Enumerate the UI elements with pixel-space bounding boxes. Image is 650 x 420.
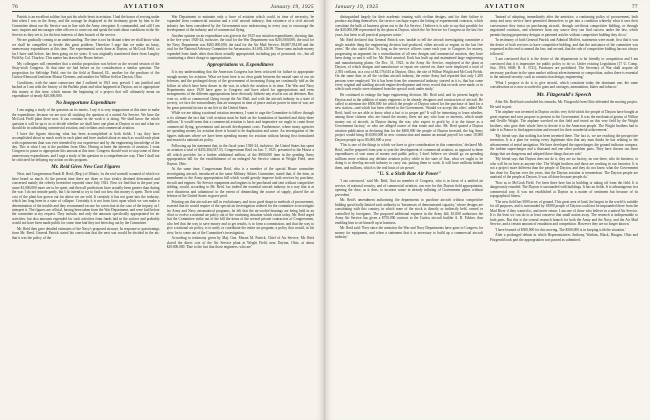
paragraph: 'My friend says that Dayton does not do it, they are no factory, no one there, who do business, or who will be on here as anyone else. The Wright brothers and those are working in our factories. It is not a project more different than the people of Dayton, and they do not know what the Government has done for Dayton over the years, that the Dayton aviation is tremendous. The Dayton people are unafraid of the people at Dayton. It was all done because people do.'	[490, 157, 638, 180]
right-columns	[335, 15, 638, 415]
paragraph: At the same time, Congressman Reid, who is a member of the special House committee investigating aircraft, introduced at the same Military Affairs Committee, stated that, if the item, as amendment to the Army appropriation bill which would greatly improve both services by purchase, aircraft and engines. Air Service equipment and engines to be purchased and sent without competitive bidding, would, according to Mr. Reid, 'tax indeed the essential aircraft industry in a way that is at once disastrous and calamitous' to the extent of diminishing the source of supply, placed the air defense of the United States in grave peril.	[166, 167, 314, 199]
section-heading: Mr. Reid Gives New Cost Figures	[51, 165, 121, 171]
paragraph: 'My friend says that nothing has been invented there. The fact is, we are reaching the prospective invention. It is a plan for testing every legitimate idea that any man thinks he has relating to the advancement of aerial navigation. We have developed the supercharger, the ground indicator compass, the turbine supercharger and a thousand and one other problem parts. They have thrown out these things that are dangerous and adopted these things that are safe.'	[490, 133, 638, 156]
paragraph: 'I am convinced,' said Mr. Reid, 'that no member of Congress, who is in favor of a unified air service, of national security, and of commercial aviation, can vote for this Dayton field appropriation, opening the door, as it does, to increase waste in already inflating of Government plants without precedent.'	[335, 179, 483, 197]
section-heading: Appropriations vs. Expenditures	[206, 63, 274, 69]
section-heading: Mr. Fitzgerald's Speech	[536, 92, 592, 99]
paragraph: While we are taking a national aviation inventory, I want to urge the Committee to follow through to its ultimate the fact that 'civil aviation must be built on the foundation of hundred and thirty-three millions.' It would seem that a commercial aviation is basic and imperative we ought to count those commercial flying, government and aircraft development costs. Furthermore, where many agencies are spending money for aviation there is bound to be duplication and waste. An investigation of the figures indicates where we have been spending money for aviation without having first formulated and enacted a national air policy.	[166, 111, 314, 143]
paragraph: 'The airplane was invented in Dayton on this very field which the people of Dayton have bought at great expense and now propose to present to the Government. It was the mechanical genius of Wilbur and Orville Wright. The airplane wrecked on this field and tested on this very field by the Wright brothers, who gave their whole lives to devote it to the American people. The Wright brothers had to take it to France to find appreciation and reward for their wonderful achievement.'	[490, 110, 638, 133]
right-column-1	[335, 15, 483, 415]
left-page-number: 76	[12, 4, 19, 10]
paragraph: I have the figures showing what has been accomplished at both fields. I say they have accomplished about as much work in each plant and have studied about as much as would each plant with experiments than was ever intended by our experience and by the engineering knowledge of the day. This is what I say is the problem from Ohio. Having at heart the interests of aviation, I want Congress to pause to appropriate this amount at this time. Congress should wait to stop some of these unnecessary expenditures, and I urge a study of the question in a comprehensive way. Then I shall not be criticized for delaying my action on this program.	[12, 131, 160, 163]
paragraph: He continued to enlarge the huge engineering division, Mr. Reid said, and its present largely in Dayton and in the addition of many engineers to be already designers and constructors of aircraft. He called to attention the $500,000 for which the people of Dayton raised for the purchase of land for a new station—and which has been offered to the Government. 'Should we accept this offer,' added Mr. Reid, 'until we are able to know what a fact is to proper get? It will be interesting to learn whether, among these citizens who are found the money, there are any who loan or interests, which made money out of aircraft, in Dayton during the war, who expect to profit by it in the future as a Government factory,' or who are alleged owner of that estate and also. Mr. Reid quoted a Dayton aviation publication as declaring that for the $400,000 the people of Dayton invested, the big Army project would bring $10,000,000 in new construction and annum an annual payroll for some 10,000 Dayton people up to $5,000,000 a year.	[335, 93, 483, 142]
paragraph: Following up his statement that, in the fiscal years 1920-24, inclusive, the United States has spent on aviation a total of $433,366,037.53, Congressman Reid on Jan. 7, 1925, presented to the House a bill which provides for a further additional million, of the $900,000 item in the pending Army appropriation bill for the establishment of an enlarged Air Service station at Wright Field, near Dayton, Ohio.	[166, 143, 314, 166]
section-heading-sixth-rate: "U. S. a Sixth Rate Air Power"	[376, 172, 442, 178]
paragraph: Next, and Congressman Frank R. Reid, (Rep.) of Illinois, 'in the real warmth' scanned of which we have heard so much. At the present time there are three or four rivalry destined determined and concerned mainly the celerity heretofore reported since July 1923. Now we find that in the past year some $1,000,000 more are to be spent, and then all predictions have actually been greater than during the war. I do not intrude partly, but I do intend to try to find out how this money is spent. Their total cost of the plant has grown out far above we are told. It certainly it has not gone into the industry, which has long been in a state of collapse. Certainly it is not from facts upon which we can make a determination of the trouble and they recommend excuse for correction in the case of the inquiry, as I interpret it. The figures are official, having been taken from the War Department, and were laid before the committee at my request. They include, and only the amounts specifically appropriated for air activities, but also amounts expended for such activities from funds laid in the surface and probably would not have been made public for some time had they not been dug out by the Committee.	[12, 172, 160, 226]
paragraph: After a prolonged debate in which Representatives Anthony, Watkins, Black, Haugen, Ohio and Fitzgerald took part the appropriation was passed as submitted.	[490, 233, 638, 242]
right-page-number: 77	[631, 4, 638, 10]
paragraph: 'This is one of the things to which we have to give consideration in this connection,' declared Mr. Reid, 'and be prepared from year to year the development of commercial aviation, as opposed to these expenditures of vast sums of money and public policy. I don't believe we should go on spending millions more without any definite aviation policy while in the state of flux, what we ought to be doing is to develop aircraft industry to carry out, putting them to work. It will have millions behind them, and millions, which is the real basis of air power.'	[335, 143, 483, 170]
paragraph: We are gradually coming to an understanding. The time is not far distant when we shall know what we shall be compelled to decide this great problem. Therefore I urge that we make no hasty, unnecessary expenditures at this time. The experimental work done at Dayton, at McCook Field, so far I have said before, has been going on for years. It was originally transferred there from Langley Field by Col. Thurlow. This matter has drawn the House before.	[12, 38, 160, 61]
paragraph: 'The new field has 5000 acres of ground. This great area of land, the largest in the world is suitable for all purposes, and is surrounded by 18000 people of Dayton could not be impounded there from the Mad River if they wanted to, and never return. I am one of those who believe in a united Air Service. It is the least we can do to at least conserve that small nation away. The research is indispensable to both parts. But this is the central research branch for both the Army and the Navy, and the Air Mail Service, and a certain amount of emulation and competition. However they are no longer known.'	[490, 199, 638, 227]
right-date: January 19, 1925	[335, 4, 379, 10]
left-column-2	[167, 15, 315, 415]
right-masthead: AVIATION	[484, 4, 526, 10]
paragraph: My colleagues will remember that a similar proposition was before us the second session of the Sixty-sixth Congress. At that time we had before us for consideration a similar question. The proposition for Selfridge Field, one for the field at Bustard, Ill., another for the purchase of the Curtiss-Elmwood land near Mount Clemens, and another for Wilbur field at Dayton, Ohio.	[12, 61, 160, 80]
paragraph: 'Instead of adopting, immediately after the armistice, a continuing policy of procurement, both army and navy service have permitted themselves to get into a condition whereby what it sees their conversance they insist on purchasing aircraft, through cut-throat competitive bidding, or through negotiated contracts, and whenever from any source they can find success under the law, which permits buying proprietary designs or patented articles without competitive bidding they do so.'	[490, 15, 638, 37]
right-running-head	[335, 4, 638, 12]
paragraph: 'In testimony of both General Patrick and Admiral Moffett, statements were made, first that it was the desire of both services to have competitive bidding, and that the assistance of the committee was requested in this end to amend the law; and second, that the rule of competitive bidding has not always followed.'	[490, 38, 638, 56]
right-column-1-body	[335, 15, 483, 170]
paragraph: Mr. Reid declared that General Patrick was 'unable to tell the aircraft investigating committee a single notable thing the engineering division had produced, either aircraft or engine, in the last five years.' He also stated that 'As long as the service officers come each year to Congress for money, progressing an argument for a centralization of all new designs and commercial aviation, they have been doing so and it will be. Mr. Reid asserted. Each has built up and maintained large engineering and manufacturing plants. On Dec. 31, 1923, in the Army Air Service, employed at the plant at Dayton, of which designs and manufacture or repair are carried on, there were employed a total of 2,393 civilians, at a cost of $4,176,043 at Dayton, Ohio, the site of Wilbur Wright and McCook Fields. On the same date, in all the civilian aircraft industry, the entire Army had reported that only 1,200 persons were employed. Yet it has been from the commercial industry, starved as it is, that has come every original and startling aircraft engine development and every record that records were made, or in which such results were obtained from the special work under study.'	[335, 38, 483, 92]
paragraph: Mr. Reid then gave detailed estimates of the Navy's proposed airways. In response to questionings from Mr. Reed, General Patrick stated his conviction that the next war would be decided in the air; that it was the policy of the	[12, 226, 160, 240]
section-heading: No Inopportune Expenditure	[55, 101, 116, 107]
left-column-1	[12, 15, 160, 415]
paragraph: Mr. Reid's amendment authorizing the departments to purchase aircraft without competitive bidding specifically limited such authority to 'businesses of demonstrated capacity,' whose designs are constituting with this country, in which none of the stock is directly or indirectly held, owned or controlled by foreigners. The proposed additional expense in the Army bill, $1,000 authorizes the Army Air Service has given a $750,000 contract to the Curtiss aircraft builder A. D. Fokker, thus enabling him to set himself up in business.	[335, 198, 483, 225]
left-masthead: AVIATION	[123, 4, 166, 10]
paragraph: distinguished largely for their academic training with civilian designs, and for their failure to produce anything themselves, the service can hope expect the letting of experimental contracts, which constitute the bulk of business given out to the Air Service, I believe it is safe to say that possible for the $20,000,000 represented by the plant at Dayton, which the Air Service for Congress in the last five years, has been to all practical purposes waste.'	[335, 15, 483, 37]
paragraph: 'I have learned of $500,000 for this moving. The $500,000 is in keeping with the situation.'	[495, 227, 626, 232]
paragraph: Patrick is an excellent soldier; has put his whole heart in aviation. I had the honor of serving under him when I was in the Army, and the courage he displayed in the testimony given by him to the Committee about our Air Service was in line with the Army viewpoint. It commanded, and still I am sure, inspires and encourages other officers to come out and speak the truth about conditions in the Air Service as they see it, for the best interests of their branch of the service.	[12, 15, 160, 37]
left-running-head	[12, 4, 314, 12]
paragraph: After Mr. Reid had concluded his remarks, Mr. Fitzgerald from Ohio defended the moving project. He said in part:	[490, 100, 638, 109]
paragraph: According to testimony given by Maj. Gen. Mason M. Patrick, Chief of Air Service, Mr. Reid placed the direct cost of the Air Service plant at Wright Field, near Dayton, Ohio, at about $20,000,000. 'Due to the fact that those engineers, who are'	[166, 236, 314, 250]
paragraph: 'Now as to McCook Field. I've been there here last in building or taking off from the field. It is dangerously rounded. The Dayton is surrounded with buildings. It has no fields. It is advantageous in a commercial way. It was not established at Dayton as a matter of sentiment but because of its topographical fitness.'	[490, 180, 638, 199]
paragraph: Another opinion on air expenditure was given in the 1925 war aviation expenditures, showing that, in the five years 1920-24, inclusive, the total for the War Department was $210,000,000, the total for the Navy Department was $265,000,000, the total for the Air Mail Service, $6,887,934.80 and the total for the National Advisory Committee for Aeronautics, $1,692,126.99. These sums include money expended from funds other than those actually appropriated, including pay of personnel, etc., but all constituting a direct charge to appropriations.	[166, 34, 314, 61]
paragraph: Conditions, with the same contractors that I outlined in 1921 now prevail. I am justified and backed as I am with the history of the Buffalo plant and what happened at Dayton, not to appropriate this money at this time, which means the beginning of a project that will ultimately mean an expenditure of nearly $20,000,000.	[12, 80, 160, 99]
right-page	[325, 0, 650, 420]
paragraph: It is my understanding that the American Congress has been criticized for failure to appropriate enough money for aviation. What we have here is no clear guide between the mortal state of our air defenses, and the prolonged decay of the government of increasing flying are continually told as the dollars in which have been drawn in the war, in which the aviation is in time. The War and Navy Departments since 1920 have gone to Congress and have asked for appropriations and even arrangements of the different appropriations have obviously hitherto any rival in our air defenses. But, even so, with so commercial flying except the Air Mail, and with the aircraft industry in a state of poverty, we face the extraordinary that air transport in time of peace and air power in time of war, are the great potential factors in our life in the United States.	[166, 70, 314, 110]
right-column-2	[490, 15, 638, 415]
paragraph: Pointing out that aircraft are still in evolutionary, and in no good shape to methods of procurement, asserted that he would require of the special air investigation ordered for the committee to investigate the Army and Navy aeronautical programs, he felt that the air-cooled hearings are being held in an effort to evolve a national air policy out of the confusing situation which exists today. Mr. Reid urged that the Committee strike out of the bill the items of the several private contractors of Congressmen, who feel that the way to save money and to get results, is to form a commission, and that the way to give a national air policy, is to unify or coordinate the entire air program, a policy that would, in his view, be to come out of the Committee's investigation.	[166, 199, 314, 235]
paragraph: 'What I propose to do is to give aircraft, which constitute today the dominant one, the same consideration as is now accorded to guns and carriages, ammunition, butter and tobacco.'	[490, 80, 638, 90]
left-date: January 19, 1925	[270, 4, 314, 10]
right-column-1-continuation	[335, 179, 483, 239]
paragraph: War Department to maintain only a force of aviation which could, in time of necessity, be expanded from commercial aviation and a civil aircraft industry; that existence of a civil aircraft industry has been considered by the Government now endeavoring in every way to encourage the development of the industry and of commercial flying.	[166, 15, 314, 33]
paragraph: Mr. Reid said: 'Ever since the armistice the War and Navy Departments have gone to Congress for money for equipment, and when a statement that it is necessary to build up a commercial aircraft industry.'	[335, 226, 483, 240]
paragraph: I am urging a study of the question on its merits. I say it is very inopportune at this time to make the expenditure, because we are now all studying the question of a united Air Service. We have the McCook Field plant there now. It can continue in the work it is doing. We shall know the whole question it will be up to us to decide whether we shall have one plant at Dayton or not and what we should do in subsidizing commercial aviation, and civilians and commercial aviation.	[12, 108, 160, 131]
left-columns	[12, 15, 314, 415]
paragraph: 'I am convinced that it is the desire of the departments to be friendly to competition and I am convinced that it is imperative for public policy to do so. Under existing Legislation (17 U. Comp. Stat. 1916, 6849; R. S. 3721), Purchases are prohibited. The Secretary of War shall acquire all necessary purchase in the open market without advertisements or competition, unless there is essential to the national security, such as construction design, engineering.'	[490, 57, 638, 80]
